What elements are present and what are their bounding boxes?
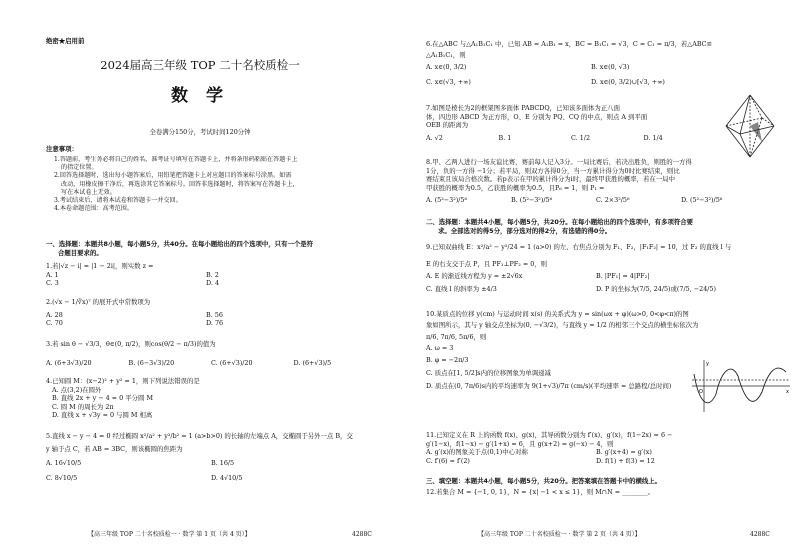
option-a: A. ω = 3 <box>426 343 454 352</box>
page-2 <box>400 0 800 546</box>
question-stem: 2.(√x − 1/∛x)⁷ 的展开式中常数项为 <box>46 298 151 306</box>
section-1-heading <box>46 240 396 257</box>
question-7 <box>426 104 716 142</box>
question-3 <box>46 340 376 367</box>
option-a: A. x∈(0, 3/2) <box>426 63 467 72</box>
x-axis-label: x <box>786 389 789 395</box>
question-stem: OEB 的距离为 <box>426 121 469 130</box>
option-a: A. 16√10/5 <box>46 459 82 468</box>
page-footer: 【高三年级 TOP 二十名校质检一 · 数学 第 2 页（共 4 页）】 <box>478 531 641 538</box>
option-c: C. 直线 l 的斜率为 ±4/3 <box>426 284 497 293</box>
section-1-line: 一、选择题：本题共8小题，每小题5分，共40分。在每小题给出的四个选项中，只有一个是符 <box>46 240 314 248</box>
option-d: D. 直线 x + √3y = 0 与圆 M 相离 <box>52 411 153 420</box>
option-b: B. 2 <box>206 270 219 279</box>
sine-graph <box>690 358 794 414</box>
option-c: C. f′(6) = f′(2) <box>426 456 470 465</box>
question-2 <box>46 298 366 328</box>
sine-curve <box>694 368 786 403</box>
question-5 <box>46 432 396 482</box>
option-a: A. (5²−3²)/5⁶ <box>426 196 468 205</box>
notice-line: 4.本卷命题范围：高考范围。 <box>54 205 133 213</box>
origin-label: O <box>699 389 703 395</box>
option-c: C. 2×3²/5⁶ <box>596 196 630 205</box>
notice-line: 2.回答选择题时，选出每小题答案后，用铅笔把答题卡上对应题目的答案标号涂黑。如需 <box>54 172 292 180</box>
option-d: D. f(1) + f(3) = 12 <box>596 456 655 465</box>
section-2-heading <box>426 218 798 235</box>
question-stem: E 的右支交于点 P，且 PF₁⊥PF₂ = 0，则 <box>426 259 548 268</box>
option-c: C. 3 <box>46 279 59 288</box>
section-3-heading: 三、填空题：本题共4小题，每小题5分，共20分。把答案填在答题卡中的横线上。 <box>426 477 662 485</box>
question-stem: 象如图所示，其与 y 轴交点坐标为(0, −√3/2)，与直线 y = 1/2 的相邻三个交点的横坐标依次为 <box>426 320 699 329</box>
section-2-line: 求。全部选对的得5分，部分选对的得2分，有选错的得0分。 <box>438 226 612 235</box>
question-stem: g′(1−x)，f(1−x) − g′(1+x) = 6，且 g(x+2) = g(−x) − 4，则 <box>426 439 614 448</box>
question-stem: 4.已知圆 M：(x−2)² + y² = 1，则下列说法错误的是 <box>46 377 200 385</box>
option-d: D. (6+√3)/5 <box>293 358 332 367</box>
octahedron-figure <box>718 92 782 160</box>
notice-line: 的指定位置。 <box>61 164 98 172</box>
option-a: A. E 的渐近线方程为 y = ±2√6x <box>426 272 523 281</box>
question-stem: 8.甲、乙两人进行一场友谊比赛，赛前每人记入3分。一局比赛后，若决出胜负，则胜的一方得 <box>426 158 692 166</box>
option-b: B. x∈(0, √3) <box>591 63 630 72</box>
y-axis-label: y <box>706 361 709 367</box>
question-stem: 甲获胜的概率为0.5，乙获胜的概率为0.5，且P₆ = 1，则 P₁ = <box>426 183 605 192</box>
option-c: C. 8√10/5 <box>46 473 78 482</box>
question-stem: △A₁B₁C₁，则 <box>426 50 466 59</box>
question-8 <box>426 158 798 205</box>
question-stem: y 轴于点 C，若 AB = 3BC，则该椭圆的焦距为 <box>46 444 183 453</box>
notice-heading: 注意事项： <box>46 145 78 153</box>
notice-line: 改动，用橡皮擦干净后，再选涂其它答案标号。回答非选择题时，将答案写在答题卡上， <box>61 180 299 188</box>
option-d: D. 4√10/5 <box>211 473 243 482</box>
question-6 <box>426 40 786 86</box>
notice-line: 1.答题前，考生务必将自己的姓名、准考证号填写在答题卡上，并将条形码粘贴在答题卡上 <box>54 156 298 163</box>
section-2-line: 二、选择题：本题共4小题，每小题5分，共20分。在每小题给出的四个选项中，有多项符合要 <box>426 218 694 226</box>
paper-code: 4288C <box>352 531 372 538</box>
option-a: A. 点(3,2)在圆外 <box>52 385 102 394</box>
option-c: C. 质点在[1, 5/2]s内的位移图象为单调递减 <box>426 368 551 377</box>
option-c: C. (6+√3)/20 <box>211 358 253 367</box>
option-d: D. x∈(0, 3/2)∪[√3, +∞) <box>591 77 665 86</box>
score-time: 全卷满分150分，考试时间120分钟 <box>149 128 251 136</box>
option-b: B. φ = −2π/3 <box>426 356 469 365</box>
option-c: C. 70 <box>46 319 63 328</box>
option-a: A. 28 <box>46 310 63 319</box>
option-d: D. 1/4 <box>643 133 663 142</box>
page-footer: 【高三年级 TOP 二十名校质检一 · 数学 第 1 页（共 4 页）】 <box>88 531 251 538</box>
option-c: C. x∈(√3, +∞) <box>426 77 471 86</box>
question-stem: 体，四边形 ABCD 为正方形，O、E 分别为 PQ、CQ 的中点，则点 A 到平面 <box>426 112 648 121</box>
exam-title: 2024届高三年级 TOP 二十名校质检一 <box>100 58 300 72</box>
question-12: 12.若集合 M = {−1, 0, 1}，N = {x| −1 < x ≤ 1}，则 M∩N = ________。 <box>426 488 655 496</box>
question-stem: 1分，负的一方得 −1分；若平局，则双方各得0分，当一方累计得分为0时比赛结束，则比 <box>426 166 680 175</box>
notice-line: 写在本试卷上无效。 <box>61 188 116 196</box>
question-stem: 10.某质点的位移 y(cm) 与运动时间 x(s) 的关系式为 y = sin(ωx + φ)(ω>0, 0<φ<π)的图 <box>426 310 689 318</box>
question-stem: 5.直线 x − y − 4 = 0 经过椭圆 x²/a² + y²/b² = 1 (a>b>0) 的长轴的左端点 A，交椭圆于另外一点 B，交 <box>46 432 353 440</box>
question-stem: 6.在△ABC 与△A₁B₁C₁ 中，已知 AB = A₁B₁ = x，BC = B₁C₁ = √3，C = C₁ = π/3，若△ABC≌ <box>426 40 712 48</box>
notice-line: 3.考试结束后，请将本试卷和答题卡一并交回。 <box>54 197 182 205</box>
option-d: D. 4 <box>206 279 220 288</box>
option-a: A. (6+3√3)/20 <box>46 358 92 367</box>
option-d: D. P 的坐标为(7/5, 24/5)或(7/5, −24/5) <box>596 284 716 293</box>
question-11 <box>426 431 798 465</box>
question-stem: 11.已知定义在 R 上的函数 f(x)、g(x)，其导函数分别为 f′(x)、g′(x)，f(1−2x) = 6 − <box>426 431 673 439</box>
question-stem: 赛结束且该局合格次数。若p表示在甲的累计得分为i时，最终甲获胜的概率，若在一局中 <box>426 175 675 184</box>
section-1-line: 合题目要求的。 <box>58 248 103 257</box>
option-d: D. 76 <box>206 319 224 328</box>
option-b: B. 直线 2x + y − 4 = 0 平分圆 M <box>52 394 154 403</box>
option-d: D. (5²−3²)/5⁶ <box>681 196 723 205</box>
option-b: B. |PF₁| = 4|PF₂| <box>596 272 650 281</box>
question-stem: π/6, 7π/6, 5π/6，则 <box>426 333 487 342</box>
secret-label: 绝密★启用前 <box>46 37 85 45</box>
question-stem: 3.若 sin θ − √3/3，θ∈(0, π/2)，则cos(θ/2 − π/3)的值为 <box>46 340 216 348</box>
option-a: A. g′(x)的图象关于点(0,1)中心对称 <box>426 448 528 457</box>
option-c: C. 1/2 <box>571 133 591 142</box>
option-b: B. g′(x+4) = g′(x) <box>596 448 652 457</box>
option-b: B. (6−3√3)/20 <box>128 358 175 367</box>
option-b: B. 16/5 <box>211 459 235 468</box>
notice-list <box>54 156 394 213</box>
option-a: A. 1 <box>46 270 59 279</box>
question-stem: 9.已知双曲线 E：x²/a² − y²/24 = 1 (a>0) 的左、右焦点分别为 F₁、F₂，|F₁F₂| = 10，过 F₂ 的直线 l 与 <box>426 243 732 251</box>
question-stem: 1.若|√z − i| = |1 − 2i|，则实数 z = <box>46 262 154 270</box>
paper-code: 4288C <box>750 531 770 538</box>
option-b: B. 1 <box>498 133 512 142</box>
question-1 <box>46 262 366 288</box>
option-b: B. 56 <box>206 310 223 319</box>
question-9 <box>426 243 798 293</box>
subject-title: 数 学 <box>171 86 229 106</box>
option-d: D. 质点在(0, 7π/6)s内的平均速率为 9(1+√3)/7π (cm/s)(平均速率 = 总路程/总时间) <box>426 381 672 390</box>
question-4 <box>46 377 376 420</box>
option-b: B. (5²−3²)/5⁶ <box>511 196 553 205</box>
option-a: A. √2 <box>426 133 443 142</box>
option-c: C. 圆 M 的周长为 2π <box>52 402 114 411</box>
question-stem: 7.如图是棱长为2的框架图多面体 PABCDQ，已知该多面体为正八面 <box>426 104 620 112</box>
